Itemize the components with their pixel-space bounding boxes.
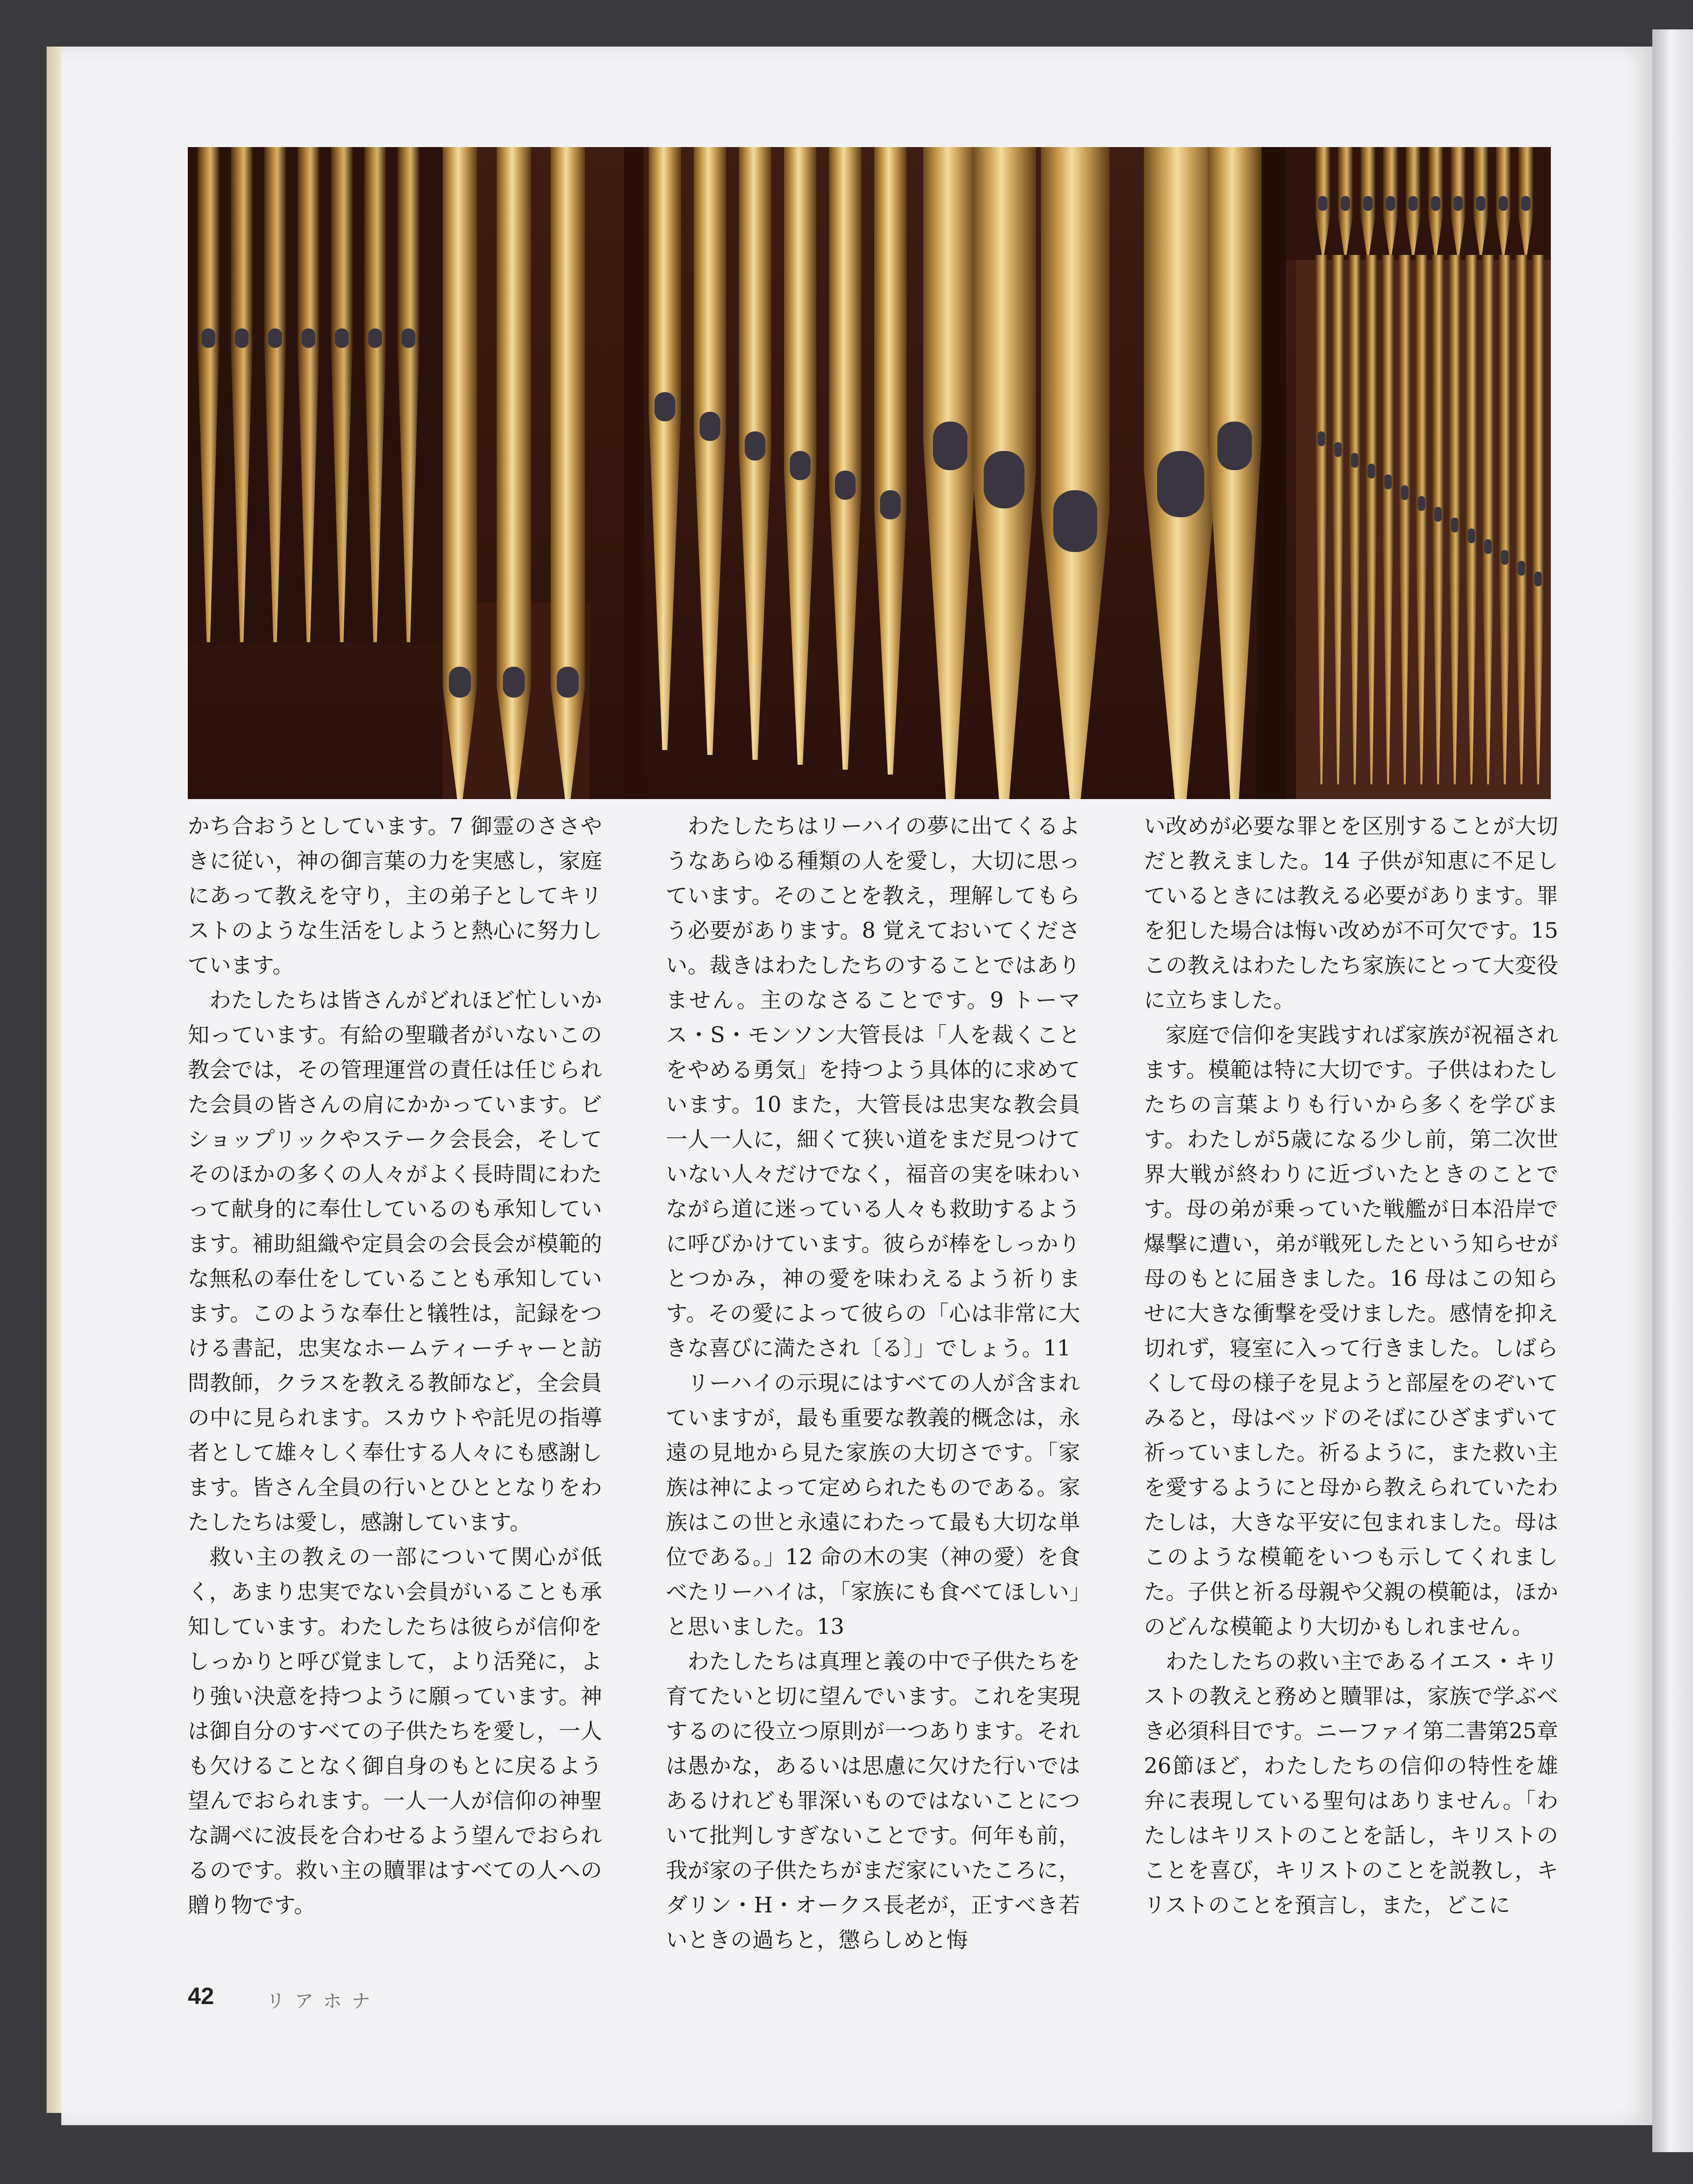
text-column-1 <box>188 809 602 1923</box>
paragraph: リーハイの示現にはすべての人が含まれていますが，最も重要な教義的概念は，永遠の見地から見た家族の大切さです。「家族は神によって定められたものである。家族はこの世と永遠にわたって最も大切な単位である。」12 命の木の実（神の愛）を食べたリーハイは，「家族にも食べてほしい」と思いました。13 <box>666 1371 1080 1639</box>
paragraph: い改めが必要な罪とを区別することが大切だと教えました。14 子供が知恵に不足しているときには教える必要があります。罪を犯した場合は悔い改めが不可欠です。15 この教えはわたしたち家族にとって大変役に立ちました。 <box>1144 814 1558 1013</box>
paragraph: わたしたちは皆さんがどれほど忙しいか知っています。有給の聖職者がいないこの教会では，その管理運営の責任は任じられた会員の皆さんの肩にかかっています。ビショップリックやステーク会長会，そしてそのほかの多くの人々がよく長時間にわたって献身的に奉仕しているのも承知しています。補助組織や定員会の会長会が模範的な無私の奉仕をしていることも承知しています。このような奉仕と犠牲は，記録をつける書記，忠実なホームティーチャーと訪問教師，クラスを教える教師など，全会員の中に見られます。スカウトや託児の指導者として雄々しく奉仕する人々にも感謝します。皆さん全員の行いとひととなりをわたしたちは愛し，感謝しています。 <box>188 988 602 1535</box>
organ-pipes-photo <box>188 147 1551 799</box>
facing-page-edge <box>1652 29 1693 2152</box>
text-column-3 <box>1144 809 1558 1923</box>
text-column-2 <box>666 809 1080 1958</box>
paragraph: わたしたちはリーハイの夢に出てくるようなあらゆる種類の人を愛し，大切に思っています。そのことを教え，理解してもらう必要があります。8 覚えておいてください。裁きはわたしたちのすることではありません。主のなさることです。9 トーマス・S・モンソン大管長は「人を裁くことをやめる勇気」を持つよう具体的に求めています。10 また，大管長は忠実な教会員一人一人に，細くて狭い道をまだ見つけていない人々だけでなく，福音の実を味わいながら道に迷っている人々も救助するように呼びかけています。彼らが棒をしっかりとつかみ，神の愛を味わえるよう祈ります。その愛によって彼らの「心は非常に大きな喜びに満たされ〔る〕」でしょう。11 <box>666 814 1080 1361</box>
page-footer <box>188 1983 380 2012</box>
paragraph: わたしたちは真理と義の中で子供たちを育てたいと切に望んでいます。これを実現するのに役立つ原則が一つあります。それは愚かな，あるいは思慮に欠けた行いではあるけれども罪深いものではないことについて批判しすぎないことです。何年も前，我が家の子供たちがまだ家にいたころに，ダリン・H・オークス長老が，正すべき若いときの過ちと，懲らしめと悔 <box>666 1649 1080 1953</box>
paragraph: 救い主の教えの一部について関心が低く，あまり忠実でない会員がいることも承知しています。わたしたちは彼らが信仰をしっかりと呼び覚まして，より活発に，より強い決意を持つように願っています。神は御自分のすべての子供たちを愛し，一人も欠けることなく御自身のもとに戻るよう望んでおられます。一人一人が信仰の神聖な調べに波長を合わせるよう望んでおられるのです。救い主の贖罪はすべての人への贈り物です。 <box>188 1545 602 1918</box>
page-number: 42 <box>188 1983 214 2009</box>
paragraph: かち合おうとしています。7 御霊のささやきに従い，神の御言葉の力を実感し，家庭にあって教えを守り，主の弟子としてキリストのような生活をしようと熱心に努力しています。 <box>188 814 602 978</box>
paragraph: 家庭で信仰を実践すれば家族が祝福されます。模範は特に大切です。子供はわたしたちの言葉よりも行いから多くを学びます。わたしが5歳になる少し前，第二次世界大戦が終わりに近づいたときのことです。母の弟が乗っていた戦艦が日本沿岸で爆撃に遭い，弟が戦死したという知らせが母のもとに届きました。16 母はこの知らせに大きな衝撃を受けました。感情を抑え切れず，寝室に入って行きました。しばらくして母の様子を見ようと部屋をのぞいてみると，母はベッドのそばにひざまずいて祈っていました。祈るように，また救い主を愛するようにと母から教えられていたわたしは，大きな平安に包まれました。母はこのような模範をいつも示してくれました。子供と祈る母親や父親の模範は，ほかのどんな模範より大切かもしれません。 <box>1144 1023 1558 1639</box>
magazine-name: リアホナ <box>266 1991 380 2012</box>
paragraph: わたしたちの救い主であるイエス・キリストの教えと務めと贖罪は，家族で学ぶべき必須科目です。ニーファイ第二書第25章26節ほど，わたしたちの信仰の特性を雄弁に表現している聖句はありません。「わたしはキリストのことを話し，キリストのことを喜び，キリストのことを説教し，キリストのことを預言し，また，どこに <box>1144 1649 1558 1918</box>
